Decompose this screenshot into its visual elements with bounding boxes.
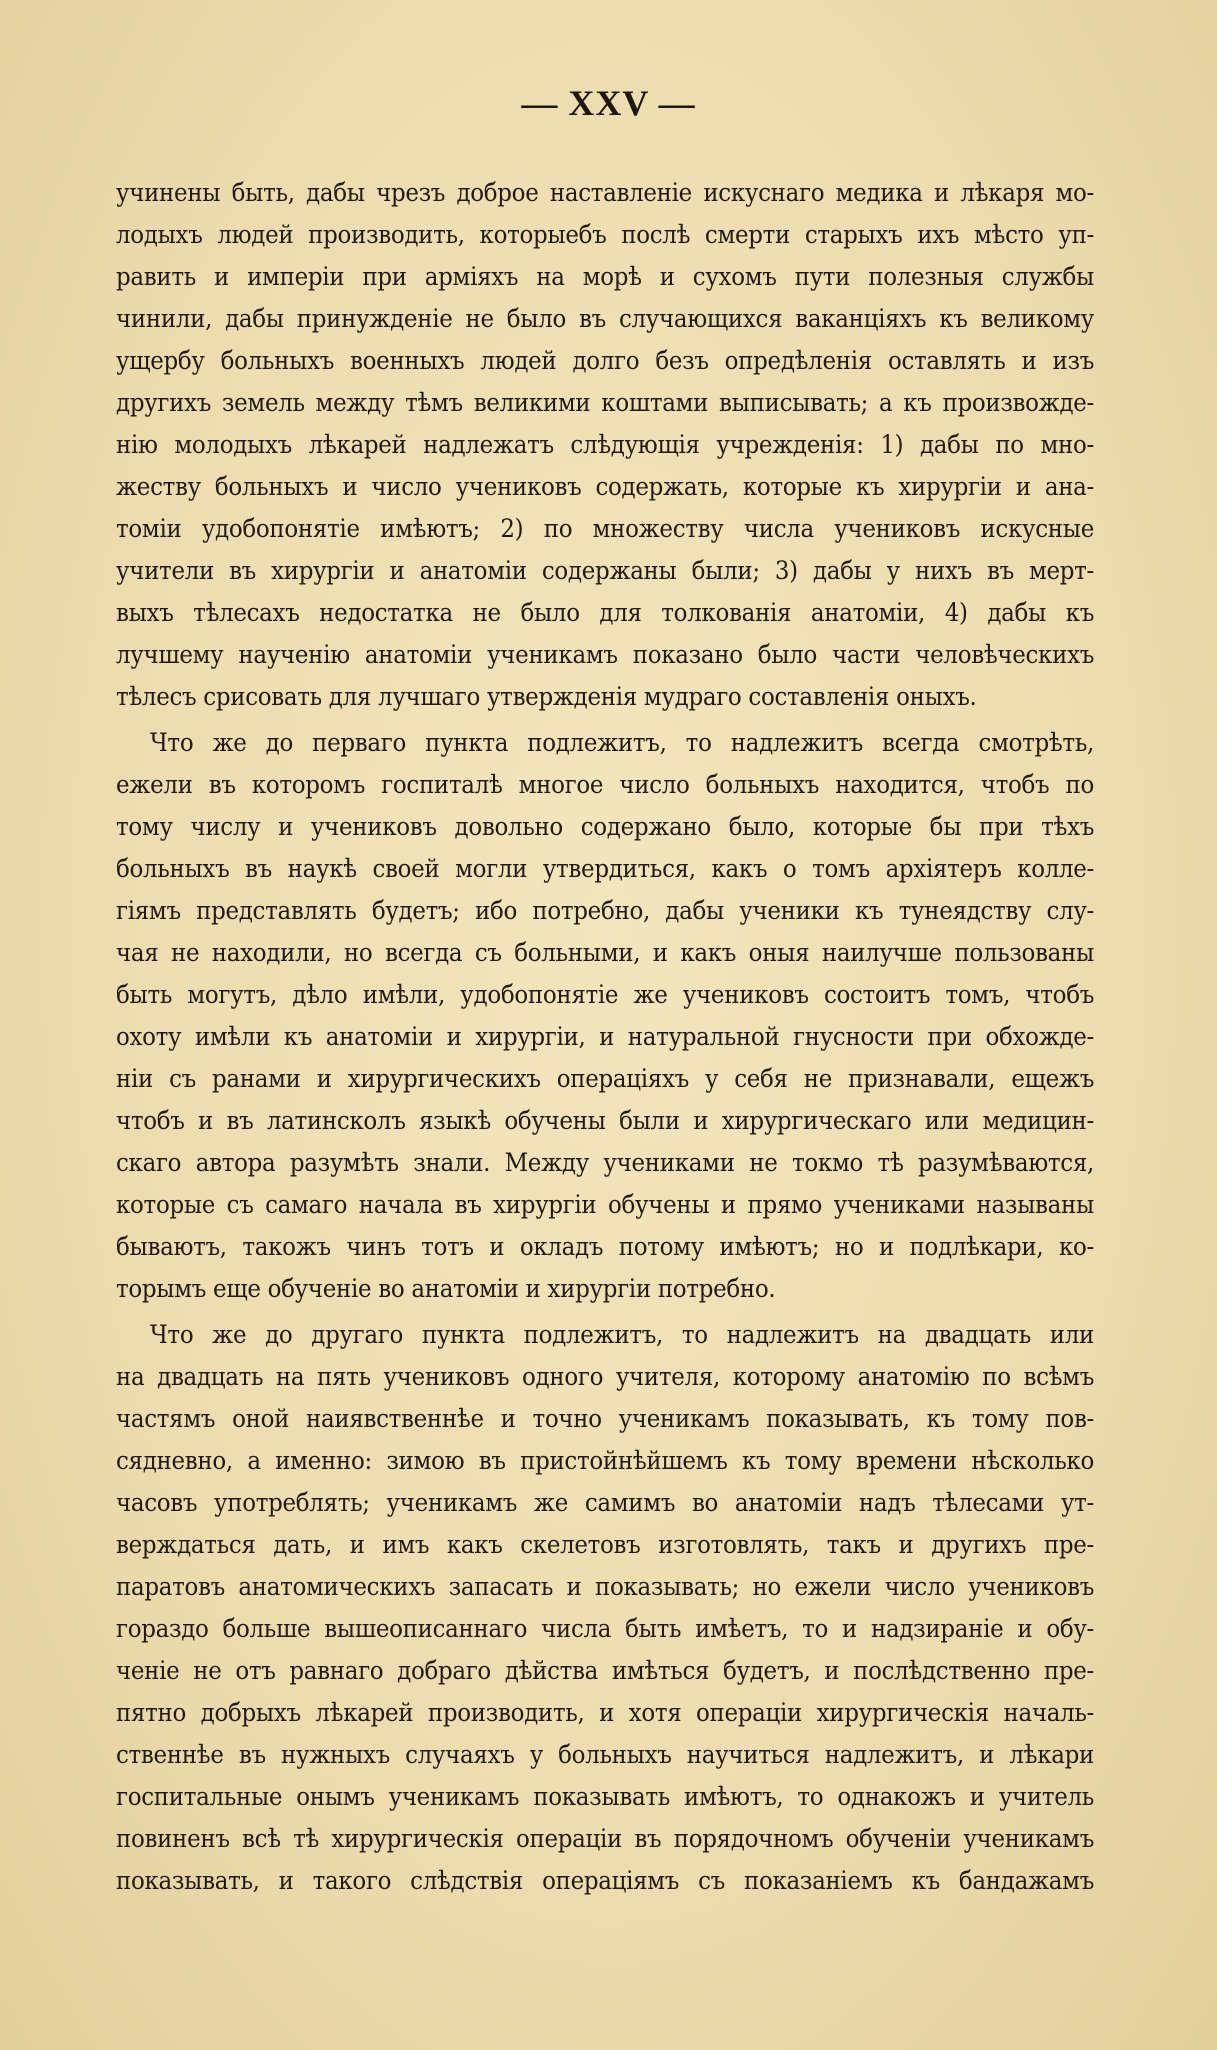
- text-line: пятно добрыхъ лѣкарей производить, и хотя операціи хирургическія началь-: [116, 1698, 1094, 1728]
- text-line: скаго автора разумѣть знали. Между учениками не токмо тѣ разумѣваются,: [116, 1148, 1094, 1178]
- text-line: верждаться дать, и имъ какъ скелетовъ изготовлять, такъ и другихъ пре-: [116, 1530, 1094, 1560]
- text-line: лодыхъ людей производить, которыебъ послѣ смерти старыхъ ихъ мѣсто уп-: [116, 220, 1094, 250]
- text-line: быть могутъ, дѣло имѣли, удобопонятіе же учениковъ состоитъ томъ, чтобъ: [116, 980, 1094, 1010]
- text-line: Что же до перваго пункта подлежитъ, то надлежитъ всегда смотрѣть,: [150, 728, 1094, 758]
- text-line: тѣлесъ срисовать для лучшаго утвержденія мудраго составленія оныхъ.: [116, 682, 977, 712]
- text-line: госпитальные онымъ ученикамъ показывать имѣютъ, то однакожъ и учитель: [116, 1782, 1094, 1812]
- text-line: чая не находили, но всегда съ больными, и какъ оныя наилучше пользованы: [116, 938, 1094, 968]
- text-line: томіи удобопонятіе имѣютъ; 2) по множеству числа учениковъ искусные: [116, 514, 1094, 544]
- text-line: повиненъ всѣ тѣ хирургическія операціи въ порядочномъ обученіи ученикамъ: [116, 1824, 1094, 1854]
- paragraph-2: [116, 722, 1094, 1310]
- text-line: паратовъ анатомическихъ запасать и показывать; но ежели число учениковъ: [116, 1572, 1094, 1602]
- text-line: учинены быть, дабы чрезъ доброе наставленіе искуснаго медика и лѣкаря мо-: [116, 178, 1094, 208]
- text-line: сядневно, а именно: зимою въ пристойнѣйшемъ къ тому времени нѣсколько: [116, 1446, 1094, 1476]
- text-line: охоту имѣли къ анатоміи и хирургіи, и натуральной гнусности при обхожде-: [116, 1022, 1094, 1052]
- text-line: другихъ земель между тѣмъ великими коштами выписывать; а къ произвожде-: [116, 388, 1094, 418]
- text-line: гораздо больше вышеописаннаго числа быть имѣетъ, то и надзираніе и обу-: [116, 1614, 1094, 1644]
- text-line: тому числу и учениковъ довольно содержано было, которые бы при тѣхъ: [116, 812, 1094, 842]
- text-line: лучшему наученію анатоміи ученикамъ показано было части человѣческихъ: [116, 640, 1094, 670]
- text-line: Что же до другаго пункта подлежитъ, то надлежитъ на двадцать или: [150, 1320, 1094, 1350]
- text-line: учители въ хирургіи и анатоміи содержаны были; 3) дабы у нихъ въ мерт-: [116, 556, 1094, 586]
- text-line: гіямъ представлять будетъ; ибо потребно, дабы ученики къ тунеядству слу-: [116, 896, 1094, 926]
- body-text: [116, 172, 1094, 1902]
- text-line: ственнѣе въ нужныхъ случаяхъ у больныхъ научиться надлежитъ, и лѣкари: [116, 1740, 1094, 1770]
- text-line: на двадцать на пять учениковъ одного учителя, которому анатомію по всѣмъ: [116, 1362, 1094, 1392]
- text-line: часовъ употреблять; ученикамъ же самимъ во анатоміи надъ тѣлесами ут-: [116, 1488, 1094, 1518]
- text-line: торымъ еще обученіе во анатоміи и хирургіи потребно.: [116, 1274, 776, 1304]
- paragraph-1: [116, 172, 1094, 718]
- text-line: чинили, дабы принужденіе не было въ случающихся ваканціяхъ къ великому: [116, 304, 1094, 334]
- text-line: ущербу больныхъ военныхъ людей долго безъ опредѣленія оставлять и изъ: [116, 346, 1094, 376]
- page-number-header: — XXV —: [521, 83, 696, 123]
- text-line: выхъ тѣлесахъ недостатка не было для толкованія анатоміи, 4) дабы къ: [116, 598, 1094, 628]
- text-line: нію молодыхъ лѣкарей надлежатъ слѣдующія учрежденія: 1) дабы по мно-: [116, 430, 1094, 460]
- text-line: ченіе не отъ равнаго добраго дѣйства имѣться будетъ, и послѣдственно пре-: [116, 1656, 1094, 1686]
- text-line: показывать, и такого слѣдствія операціямъ съ показаніемъ къ бандажамъ: [116, 1866, 1094, 1896]
- text-line: ежели въ которомъ госпиталѣ многое число больныхъ находится, чтобъ по: [116, 770, 1094, 800]
- text-line: больныхъ въ наукѣ своей могли утвердиться, какъ о томъ архіятеръ колле-: [116, 854, 1094, 884]
- paragraph-3: [116, 1314, 1094, 1902]
- text-line: которые съ самаго начала въ хирургіи обучены и прямо учениками называны: [116, 1190, 1094, 1220]
- text-line: частямъ оной наиявственнѣе и точно ученикамъ показывать, къ тому пов-: [116, 1404, 1094, 1434]
- text-line: ніи съ ранами и хирургическихъ операціяхъ у себя не признавали, ещежъ: [116, 1064, 1094, 1094]
- text-line: чтобъ и въ латинсколъ языкѣ обучены были и хирургическаго или медицин-: [116, 1106, 1094, 1136]
- text-line: жеству больныхъ и число учениковъ содержать, которые къ хирургіи и ана-: [116, 472, 1094, 502]
- text-line: бываютъ, такожъ чинъ тотъ и окладъ потому имѣютъ; но и подлѣкари, ко-: [116, 1232, 1094, 1262]
- text-line: равить и имперіи при арміяхъ на морѣ и сухомъ пути полезныя службы: [116, 262, 1094, 292]
